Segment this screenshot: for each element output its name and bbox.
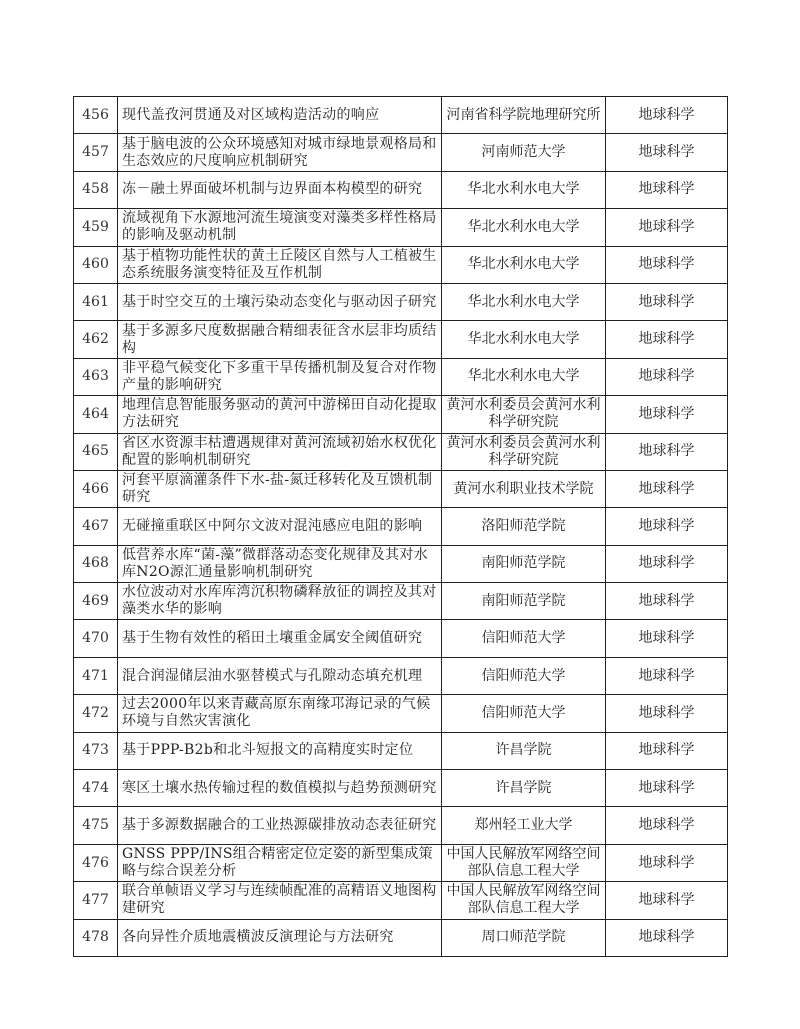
row-number: 456 [74,97,118,134]
institution: 河南省科学院地理研究所 [442,97,606,134]
row-number: 466 [74,470,118,507]
table-row [74,470,728,507]
row-number: 476 [74,844,118,881]
institution: 信阳师范大学 [442,695,606,732]
row-number: 468 [74,545,118,582]
table-row [74,657,728,694]
row-number: 467 [74,508,118,545]
discipline: 地球科学 [606,583,728,620]
discipline: 地球科学 [606,732,728,769]
institution: 华北水利水电大学 [442,246,606,283]
discipline: 地球科学 [606,97,728,134]
project-title: 现代盖孜河贯通及对区域构造活动的响应 [118,97,442,134]
row-number: 472 [74,695,118,732]
table-row [74,97,728,134]
table-row [74,919,728,956]
institution: 中国人民解放军网络空间部队信息工程大学 [442,844,606,881]
table-row [74,396,728,433]
table-row [74,134,728,171]
project-title: 无碰撞重联区中阿尔文波对混沌感应电阻的影响 [118,508,442,545]
table-row [74,209,728,246]
discipline: 地球科学 [606,770,728,807]
institution: 华北水利水电大学 [442,358,606,395]
discipline: 地球科学 [606,134,728,171]
discipline: 地球科学 [606,209,728,246]
table-row [74,508,728,545]
project-title: 省区水资源丰枯遭遇规律对黄河流域初始水权优化配置的影响机制研究 [118,433,442,470]
project-title: 基于PPP-B2b和北斗短报文的高精度实时定位 [118,732,442,769]
discipline: 地球科学 [606,283,728,320]
discipline: 地球科学 [606,508,728,545]
institution: 河南师范大学 [442,134,606,171]
row-number: 459 [74,209,118,246]
discipline: 地球科学 [606,470,728,507]
discipline: 地球科学 [606,882,728,919]
project-title: GNSS PPP/INS组合精密定位定姿的新型集成策略与综合误差分析 [118,844,442,881]
institution: 华北水利水电大学 [442,209,606,246]
table-row [74,695,728,732]
table-row [74,283,728,320]
discipline: 地球科学 [606,657,728,694]
project-title: 混合润湿储层油水驱替模式与孔隙动态填充机理 [118,657,442,694]
institution: 洛阳师范学院 [442,508,606,545]
table-row [74,844,728,881]
discipline: 地球科学 [606,620,728,657]
table-row [74,770,728,807]
institution: 周口师范学院 [442,919,606,956]
discipline: 地球科学 [606,321,728,358]
table-row [74,583,728,620]
row-number: 457 [74,134,118,171]
table-row [74,620,728,657]
table-row [74,882,728,919]
row-number: 474 [74,770,118,807]
project-title: 基于植物功能性状的黄土丘陵区自然与人工植被生态系统服务演变特征及互作机制 [118,246,442,283]
institution: 中国人民解放军网络空间部队信息工程大学 [442,882,606,919]
row-number: 463 [74,358,118,395]
project-title: 寒区土壤水热传输过程的数值模拟与趋势预测研究 [118,770,442,807]
discipline: 地球科学 [606,396,728,433]
row-number: 473 [74,732,118,769]
table-body [74,97,728,957]
table-row [74,807,728,844]
row-number: 477 [74,882,118,919]
institution: 南阳师范学院 [442,545,606,582]
row-number: 458 [74,171,118,208]
project-title: 地理信息智能服务驱动的黄河中游梯田自动化提取方法研究 [118,396,442,433]
project-title: 基于脑电波的公众环境感知对城市绿地景观格局和生态效应的尺度响应机制研究 [118,134,442,171]
discipline: 地球科学 [606,919,728,956]
project-title: 基于生物有效性的稻田土壤重金属安全阈值研究 [118,620,442,657]
row-number: 464 [74,396,118,433]
discipline: 地球科学 [606,433,728,470]
table-row [74,171,728,208]
project-list-table [73,96,728,957]
project-title: 低营养水库“菌-藻”微群落动态变化规律及其对水库N2O源汇通量影响机制研究 [118,545,442,582]
row-number: 460 [74,246,118,283]
discipline: 地球科学 [606,358,728,395]
institution: 南阳师范学院 [442,583,606,620]
institution: 郑州轻工业大学 [442,807,606,844]
project-title: 各向异性介质地震横波反演理论与方法研究 [118,919,442,956]
project-title: 非平稳气候变化下多重干旱传播机制及复合对作物产量的影响研究 [118,358,442,395]
table-row [74,246,728,283]
project-title: 联合单帧语义学习与连续帧配准的高精语义地图构建研究 [118,882,442,919]
institution: 信阳师范大学 [442,657,606,694]
project-title: 流域视角下水源地河流生境演变对藻类多样性格局的影响及驱动机制 [118,209,442,246]
project-title: 河套平原滴灌条件下水-盐-氮迁移转化及互馈机制研究 [118,470,442,507]
project-title: 冻－融土界面破坏机制与边界面本构模型的研究 [118,171,442,208]
discipline: 地球科学 [606,545,728,582]
discipline: 地球科学 [606,171,728,208]
row-number: 470 [74,620,118,657]
institution: 黄河水利委员会黄河水利科学研究院 [442,433,606,470]
table-row [74,433,728,470]
project-title: 过去2000年以来青藏高原东南缘邛海记录的气候环境与自然灾害演化 [118,695,442,732]
institution: 信阳师范大学 [442,620,606,657]
discipline: 地球科学 [606,246,728,283]
project-title: 水位波动对水库库湾沉积物磷释放征的调控及其对藻类水华的影响 [118,583,442,620]
institution: 华北水利水电大学 [442,283,606,320]
project-title: 基于时空交互的土壤污染动态变化与驱动因子研究 [118,283,442,320]
institution: 黄河水利职业技术学院 [442,470,606,507]
table-row [74,321,728,358]
row-number: 478 [74,919,118,956]
row-number: 462 [74,321,118,358]
table-row [74,358,728,395]
discipline: 地球科学 [606,844,728,881]
institution: 许昌学院 [442,770,606,807]
project-title: 基于多源多尺度数据融合精细表征含水层非均质结构 [118,321,442,358]
row-number: 469 [74,583,118,620]
row-number: 461 [74,283,118,320]
institution: 华北水利水电大学 [442,171,606,208]
row-number: 465 [74,433,118,470]
row-number: 475 [74,807,118,844]
institution: 许昌学院 [442,732,606,769]
table-row [74,732,728,769]
discipline: 地球科学 [606,807,728,844]
institution: 黄河水利委员会黄河水利科学研究院 [442,396,606,433]
project-title: 基于多源数据融合的工业热源碳排放动态表征研究 [118,807,442,844]
discipline: 地球科学 [606,695,728,732]
row-number: 471 [74,657,118,694]
institution: 华北水利水电大学 [442,321,606,358]
table-row [74,545,728,582]
